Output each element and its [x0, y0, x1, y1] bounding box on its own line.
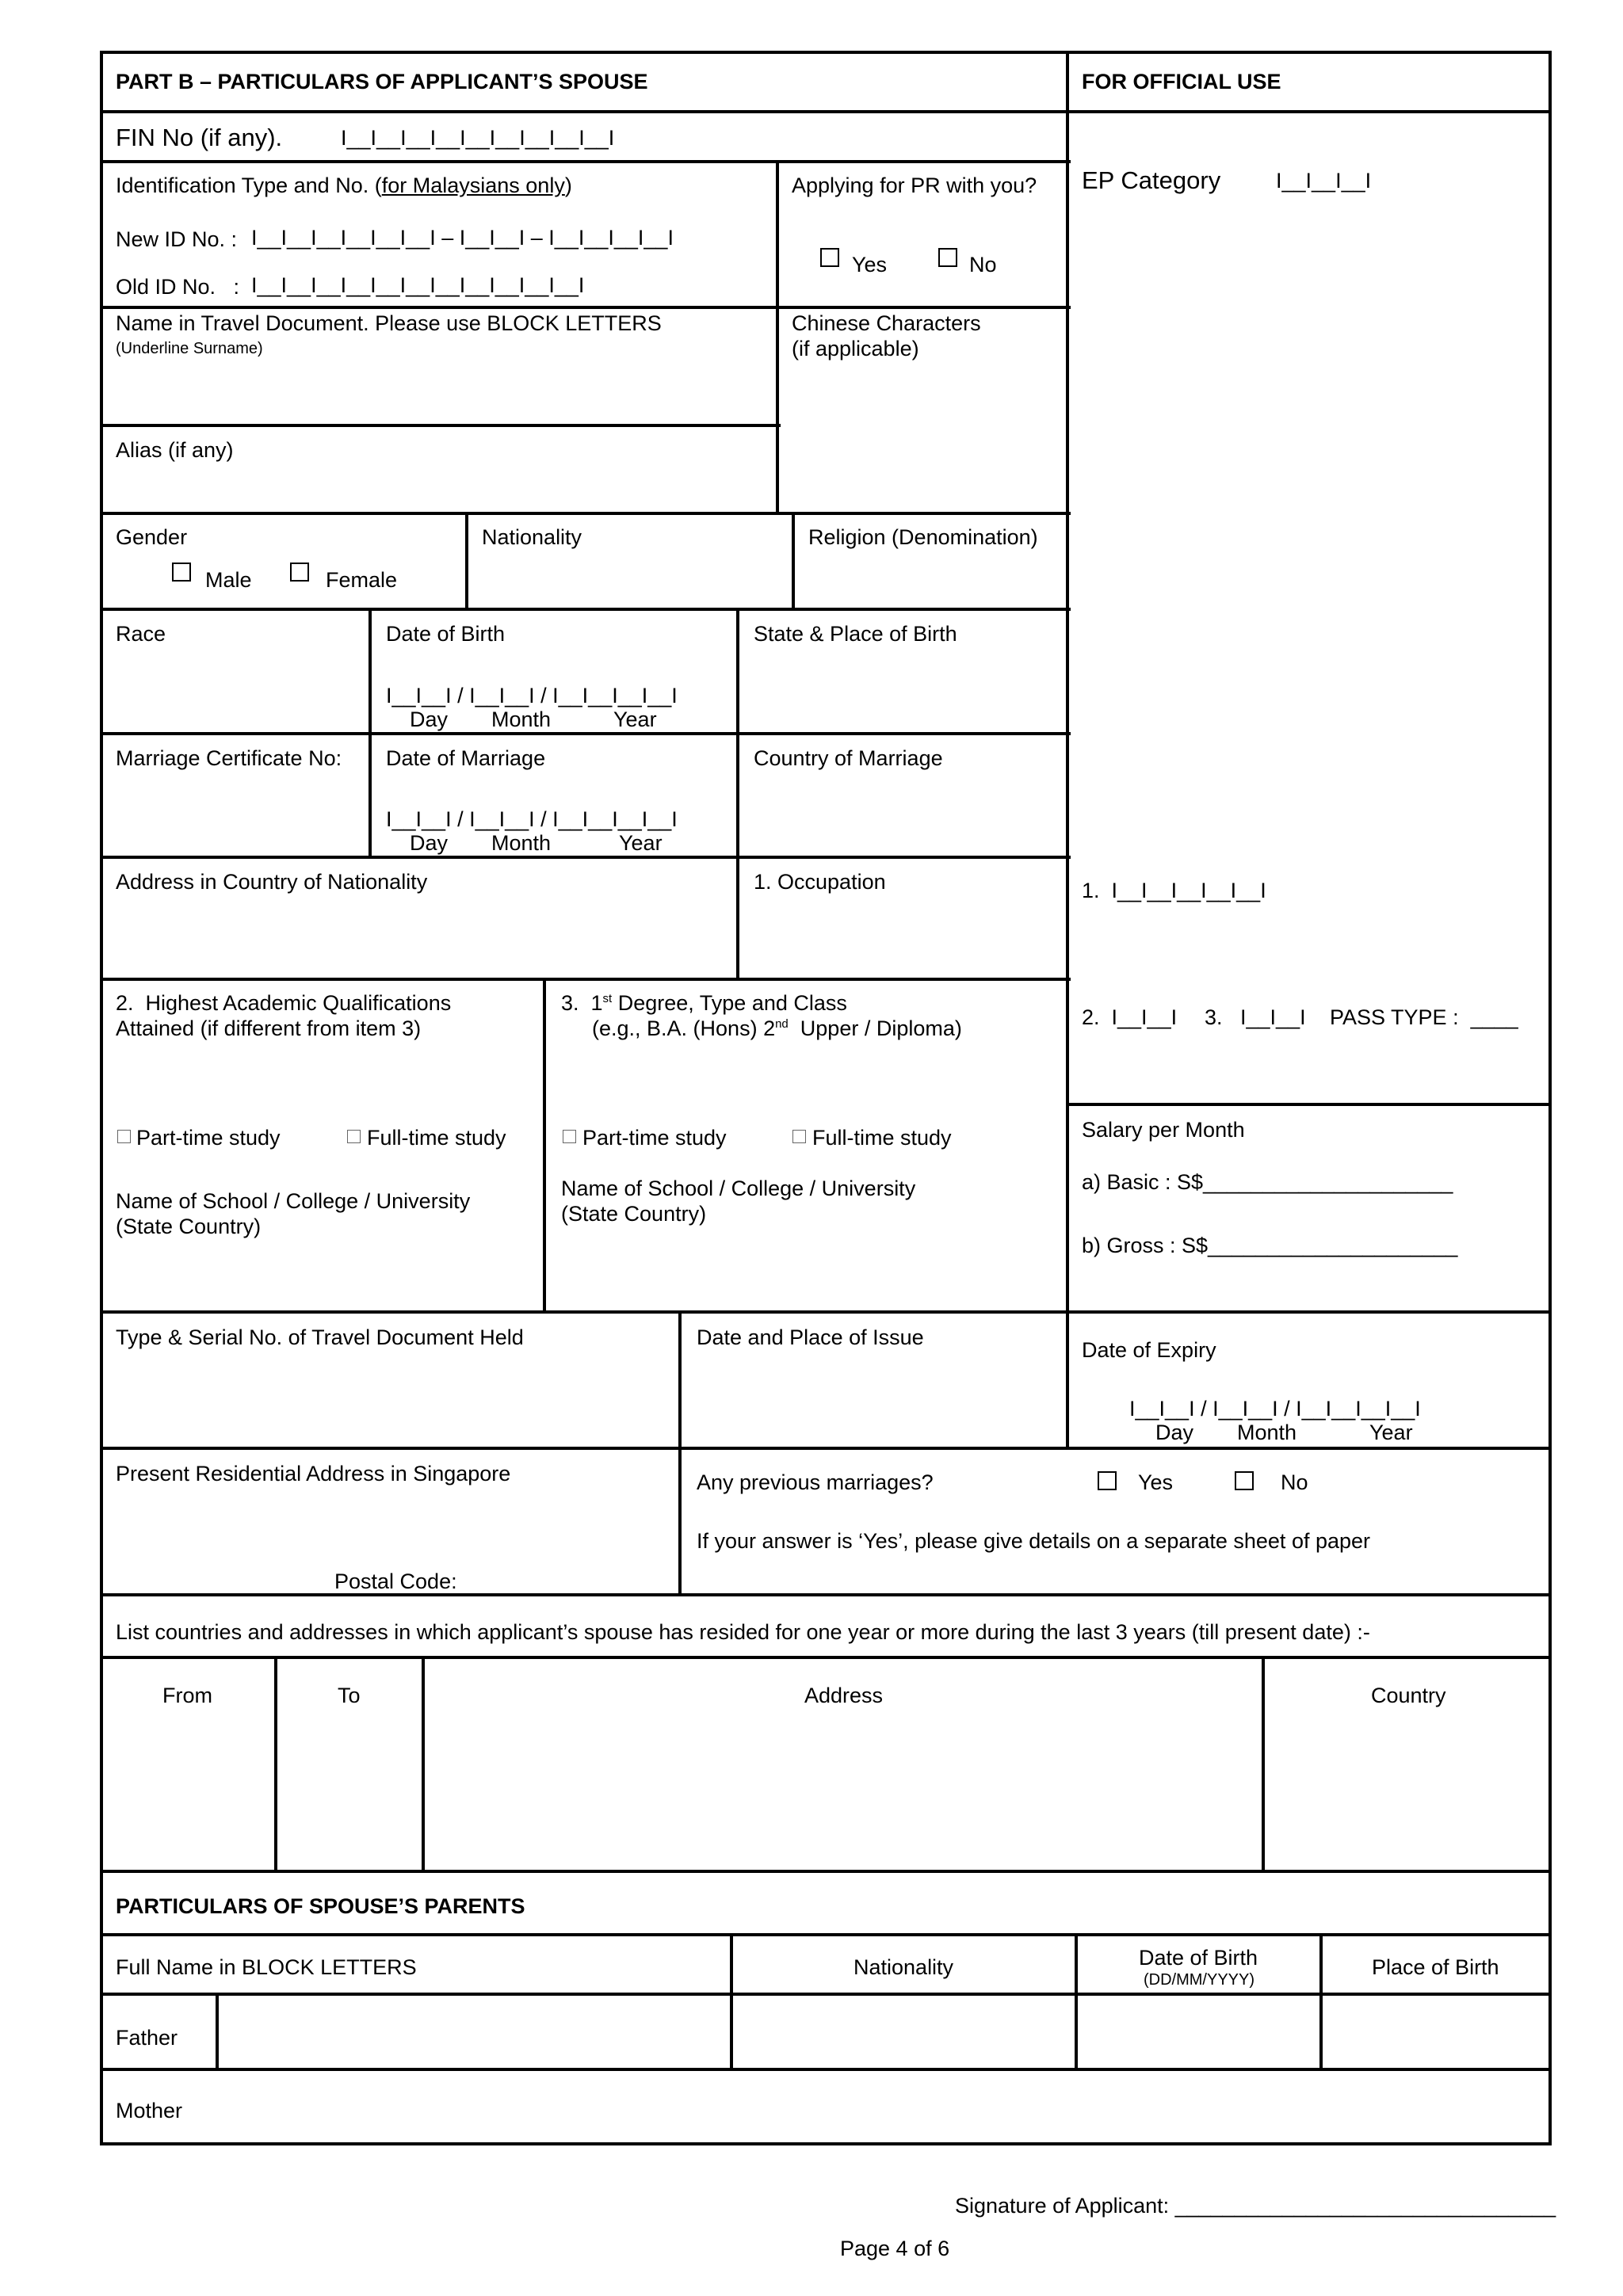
signature-line[interactable]: Signature of Applicant: ________________________________ [955, 2194, 1556, 2218]
rule [100, 424, 781, 427]
page-number: Page 4 of 6 [840, 2237, 950, 2260]
rule [100, 978, 1071, 981]
rule [100, 110, 1552, 113]
expiry-day: Day [1155, 1421, 1194, 1444]
prev-marriage-no-label: No [1281, 1470, 1308, 1494]
qual-part-time-label: Part-time study [136, 1126, 281, 1150]
rule [369, 608, 372, 857]
col-address: Address [804, 1684, 884, 1707]
rule [1075, 1933, 1078, 2069]
female-label: Female [326, 568, 398, 592]
qual-full-time-checkbox[interactable] [347, 1130, 361, 1143]
postal-code-label: Postal Code: [334, 1569, 457, 1593]
race-label: Race [116, 622, 166, 646]
expiry-year: Year [1369, 1421, 1413, 1444]
female-checkbox[interactable] [290, 563, 309, 582]
degree-school-label: Name of School / College / University [561, 1177, 916, 1200]
old-id-input[interactable]: I__I__I__I__I__I__I__I__I__I__I__I [251, 273, 585, 297]
old-id-label: Old ID No. : [116, 275, 240, 299]
prev-marriage-yes-checkbox[interactable] [1098, 1471, 1117, 1490]
pr-no-label: No [969, 253, 997, 277]
chinese-sublabel: (if applicable) [792, 337, 919, 360]
degree-part-time-label: Part-time study [582, 1126, 727, 1150]
rule [100, 1593, 1552, 1596]
rule [1262, 1656, 1265, 1871]
id-type-label: Identification Type and No. (for Malaysians only) [116, 174, 572, 197]
dob-day: Day [410, 707, 449, 731]
col-full-name: Full Name in BLOCK LETTERS [116, 1955, 417, 1979]
new-id-input[interactable]: I__I__I__I__I__I__I – I__I__I – I__I__I__I__I [251, 226, 674, 250]
father-label: Father [116, 2026, 178, 2050]
state-birth-label: State & Place of Birth [754, 622, 957, 646]
pr-yes-label: Yes [852, 253, 888, 277]
alias-label: Alias (if any) [116, 438, 234, 462]
travel-doc-label: Type & Serial No. of Travel Document Held [116, 1325, 524, 1349]
name-sublabel: (Underline Surname) [116, 340, 263, 357]
prev-marriage-label: Any previous marriages? [697, 1470, 934, 1494]
col-place-birth: Place of Birth [1372, 1955, 1499, 1979]
degree-school-sublabel: (State Country) [561, 1202, 707, 1226]
dom-year: Year [619, 831, 663, 855]
qual-school-sublabel: (State Country) [116, 1215, 262, 1238]
name-label: Name in Travel Document. Please use BLOCK LETTERS [116, 311, 662, 335]
rule [678, 1310, 682, 1593]
rule [1067, 1103, 1552, 1106]
country-marriage-label: Country of Marriage [754, 746, 943, 770]
rule [776, 160, 779, 513]
rule [543, 978, 546, 1312]
dob-year: Year [613, 707, 657, 731]
rule [274, 1656, 277, 1871]
rule [100, 512, 1071, 515]
dob-month: Month [491, 707, 552, 731]
rule [422, 1656, 425, 1871]
salary-label: Salary per Month [1082, 1118, 1245, 1142]
qual-school-label: Name of School / College / University [116, 1189, 471, 1213]
qual-part-time-checkbox[interactable] [117, 1130, 131, 1143]
male-label: Male [205, 568, 252, 592]
degree-part-time-checkbox[interactable] [563, 1130, 576, 1143]
pr-label: Applying for PR with you? [792, 174, 1037, 197]
occupation-code-input[interactable]: 1. I__I__I__I__I__I [1082, 879, 1266, 902]
degree-label: 3. 1st Degree, Type and Class [561, 991, 847, 1015]
rule [730, 1933, 733, 2069]
occupation-label: 1. Occupation [754, 870, 886, 894]
basic-salary-input[interactable]: a) Basic : S$_____________________ [1082, 1170, 1453, 1194]
ep-category-label: EP Category [1082, 166, 1221, 194]
mother-label: Mother [116, 2099, 183, 2122]
issue-label: Date and Place of Issue [697, 1325, 924, 1349]
rule [465, 512, 468, 609]
rule [216, 1993, 219, 2069]
countries-label: List countries and addresses in which applicant’s spouse has resided for one year or more during the last 3 years (till present date) :- [116, 1620, 1370, 1644]
rule [100, 856, 1071, 859]
prev-marriage-note: If your answer is ‘Yes’, please give details on a separate sheet of paper [697, 1529, 1371, 1553]
dob-label: Date of Birth [386, 622, 506, 646]
expiry-month: Month [1237, 1421, 1297, 1444]
parents-title: PARTICULARS OF SPOUSE’S PARENTS [116, 1894, 525, 1918]
degree-full-time-label: Full-time study [812, 1126, 952, 1150]
rule [100, 2068, 1552, 2071]
dom-label: Date of Marriage [386, 746, 546, 770]
dom-input[interactable]: I__I__I / I__I__I / I__I__I__I__I [386, 807, 678, 831]
code-3-input[interactable]: 3. I__I__I [1205, 1005, 1306, 1029]
pr-no-checkbox[interactable] [938, 248, 957, 267]
rule [100, 1447, 1552, 1450]
official-use-title: FOR OFFICIAL USE [1082, 70, 1281, 93]
col-dob: Date of Birth [1139, 1946, 1258, 1970]
rule [100, 1933, 1552, 1936]
new-id-label: New ID No. : [116, 227, 238, 251]
rule [736, 608, 739, 979]
chinese-label: Chinese Characters [792, 311, 981, 335]
pr-yes-checkbox[interactable] [820, 248, 839, 267]
nationality-label: Nationality [482, 525, 582, 549]
degree-full-time-checkbox[interactable] [792, 1130, 806, 1143]
dom-day: Day [410, 831, 449, 855]
degree-sublabel: (e.g., B.A. (Hons) 2nd Upper / Diploma) [592, 1016, 962, 1040]
rule [792, 512, 795, 609]
rule [100, 732, 1071, 735]
gross-salary-input[interactable]: b) Gross : S$_____________________ [1082, 1234, 1458, 1257]
fin-label: FIN No (if any). [116, 124, 283, 151]
male-checkbox[interactable] [172, 563, 191, 582]
qualifications-sublabel: Attained (if different from item 3) [116, 1016, 422, 1040]
residential-label: Present Residential Address in Singapore [116, 1462, 511, 1486]
ep-category-input[interactable]: I__I__I__I [1276, 169, 1372, 193]
expiry-input[interactable]: I__I__I / I__I__I / I__I__I__I__I [1129, 1397, 1421, 1421]
marriage-cert-label: Marriage Certificate No: [116, 746, 342, 770]
address-nationality-label: Address in Country of Nationality [116, 870, 428, 894]
gender-label: Gender [116, 525, 188, 549]
part-b-title: PART B – PARTICULARS OF APPLICANT’S SPOUSE [116, 70, 648, 93]
fin-input[interactable]: I__I__I__I__I__I__I__I__I__I [341, 126, 615, 150]
rule [100, 306, 1071, 309]
rule [100, 160, 1071, 163]
dob-input[interactable]: I__I__I / I__I__I / I__I__I__I__I [386, 684, 678, 707]
qual-full-time-label: Full-time study [367, 1126, 506, 1150]
col-from: From [162, 1684, 212, 1707]
rule [100, 608, 1071, 611]
code-2-input[interactable]: 2. I__I__I [1082, 1005, 1178, 1029]
col-country: Country [1371, 1684, 1446, 1707]
form-frame [100, 51, 1552, 2145]
religion-label: Religion (Denomination) [808, 525, 1038, 549]
rule [1319, 1933, 1323, 2069]
expiry-label: Date of Expiry [1082, 1338, 1216, 1362]
rule [1066, 51, 1069, 1450]
rule [100, 1870, 1552, 1873]
pass-type-input[interactable]: PASS TYPE : ____ [1330, 1005, 1518, 1029]
col-nationality: Nationality [854, 1955, 954, 1979]
rule [100, 1656, 1552, 1659]
prev-marriage-yes-label: Yes [1138, 1470, 1174, 1494]
rule [100, 1310, 1552, 1314]
dom-month: Month [491, 831, 552, 855]
prev-marriage-no-checkbox[interactable] [1235, 1471, 1254, 1490]
col-to: To [338, 1684, 361, 1707]
col-dob-format: (DD/MM/YYYY) [1144, 1971, 1254, 1989]
qualifications-label: 2. Highest Academic Qualifications [116, 991, 452, 1015]
rule [100, 1993, 1552, 1996]
